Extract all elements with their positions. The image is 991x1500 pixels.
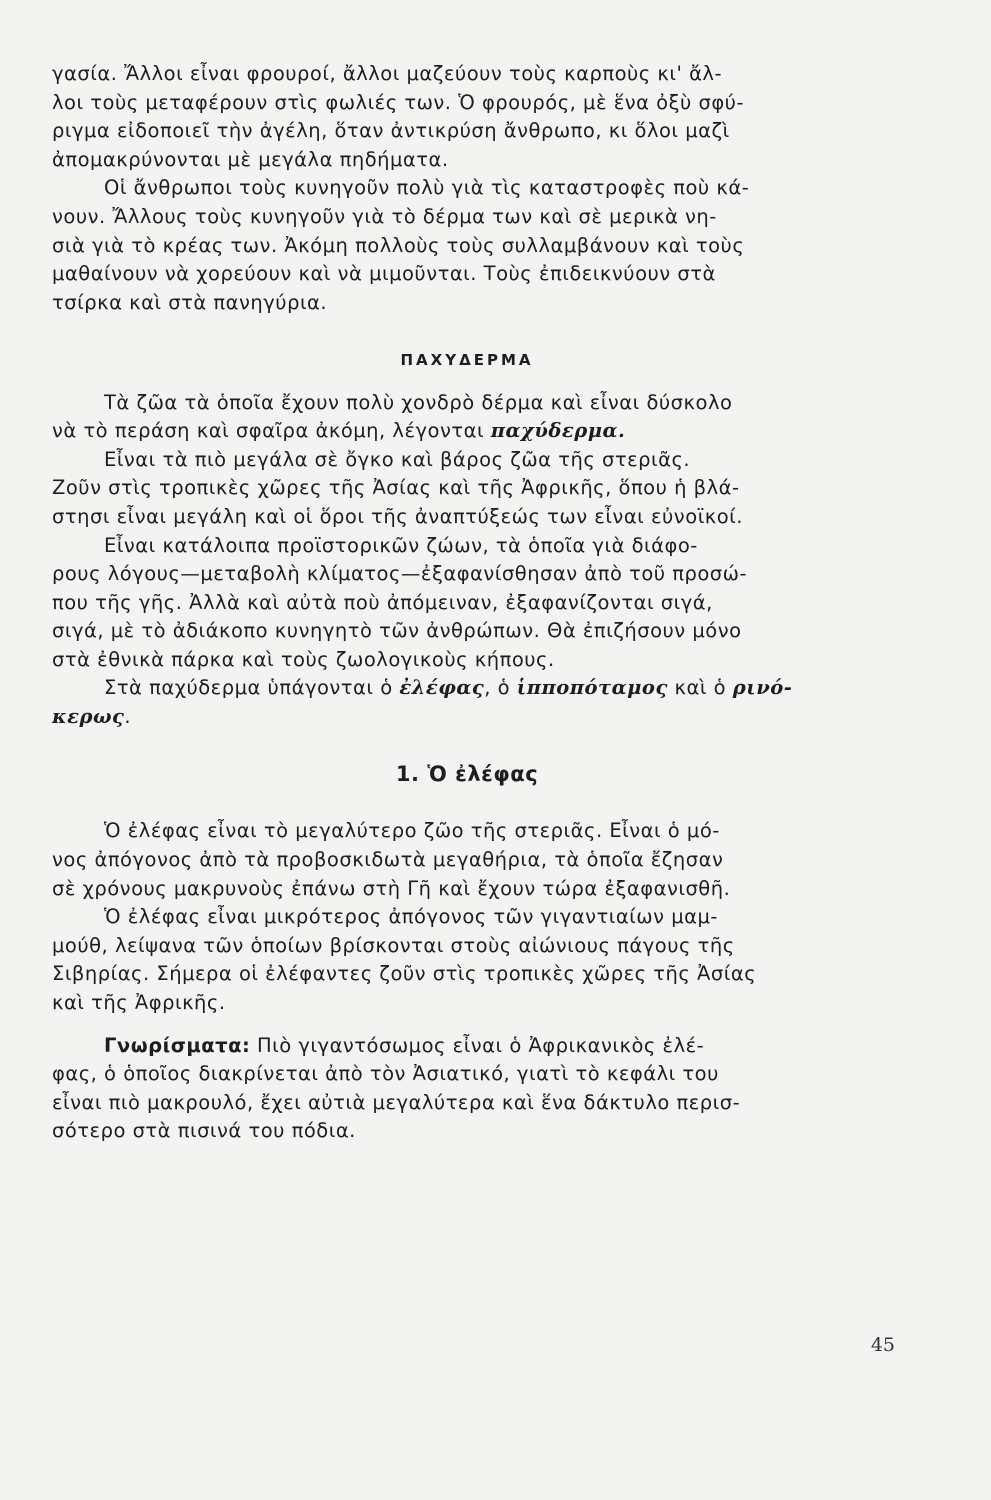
characteristics-label: Γνωρίσματα:	[104, 1033, 251, 1057]
text-line: Σιβηρίας. Σήμερα οἱ ἐλέφαντες ζοῦν στὶς τροπικὲς χῶρες τῆς Ἀσίας	[52, 962, 757, 986]
text-line: εἶναι πιὸ μακρουλό, ἔχει αὐτιὰ μεγαλύτερα καὶ ἕνα δάκτυλο περισ-	[52, 1090, 741, 1114]
text-line: νος ἀπόγονος ἀπὸ τὰ προβοσκιδωτὰ μεγαθήρια, τὰ ὁποῖα ἔζησαν	[52, 848, 724, 872]
text-line: Ὁ ἐλέφας εἶναι μικρότερος ἀπόγονος τῶν γιγαντιαίων μαμ-	[104, 905, 718, 929]
spacer	[52, 375, 882, 389]
text-line: στὰ ἐθνικὰ πάρκα καὶ τοὺς ζωολογικοὺς κήπους.	[52, 647, 555, 671]
text-line: σότερο στὰ πισινά του πόδια.	[52, 1119, 356, 1143]
text-line: Ὁ ἐλέφας εἶναι τὸ μεγαλύτερο ζῶο τῆς στεριᾶς. Εἶναι ὁ μό-	[104, 819, 720, 843]
spacer	[52, 317, 882, 346]
text-line: ριγμα εἰδοποιεῖ τὴν ἀγέλη, ὅταν ἀντικρύση ἄνθρωπο, κι ὅλοι μαζὶ	[52, 119, 730, 143]
text-line: στησι εἶναι μεγάλη καὶ οἱ ὅροι τῆς ἀναπτύξεώς των εἶναι εὐνοϊκοί.	[52, 504, 743, 528]
pachyderm-paragraph	[52, 389, 882, 732]
spacer	[52, 789, 882, 818]
text-line	[52, 703, 882, 732]
text-line: σιὰ γιὰ τὸ κρέας των. Ἀκόμη πολλοὺς τοὺς συλλαμβάνουν καὶ τοὺς	[52, 233, 745, 257]
text-line: Εἶναι τὰ πιὸ μεγάλα σὲ ὄγκο καὶ βάρος ζῶα τῆς στεριᾶς.	[104, 447, 691, 471]
text-line: Οἱ ἄνθρωποι τοὺς κυνηγοῦν πολὺ γιὰ τὶς καταστροφὲς ποὺ κά-	[104, 176, 750, 200]
text-line: λοι τοὺς μεταφέρουν στὶς φωλιές των. Ὁ φρουρός, μὲ ἕνα ὀξὺ σφύ-	[52, 90, 745, 114]
text-line: ἀπομακρύνονται μὲ μεγάλα πηδήματα.	[52, 147, 449, 171]
spacer	[52, 732, 882, 761]
section-heading: ΠΑΧΥΔΕΡΜΑ	[400, 350, 534, 369]
text-line: ρους λόγους—μεταβολὴ κλίματος—ἐξαφανίσθησαν ἀπὸ τοῦ προσώ-	[52, 562, 747, 586]
text-line	[52, 417, 882, 446]
text-line: Εἶναι κατάλοιπα προϊστορικῶν ζώων, τὰ ὁποῖα γιὰ διάφο-	[104, 533, 698, 557]
text-line: σὲ χρόνους μακρυνοὺς ἐπάνω στὴ Γῆ καὶ ἔχουν τώρα ἐξαφανισθῆ.	[52, 876, 731, 900]
text-line: σιγά, μὲ τὸ ἀδιάκοπο κυνηγητὸ τῶν ἀνθρώπων. Θὰ ἐπιζήσουν μόνο	[52, 619, 742, 643]
text-line: τσίρκα καὶ στὰ πανηγύρια.	[52, 290, 328, 314]
text-fragment: Πιὸ γιγαντόσωμος εἶναι ὁ Ἀφρικανικὸς ἐλέ-	[250, 1033, 705, 1057]
text-fragment: Στὰ παχύδερμα ὑπάγονται ὁ	[104, 676, 400, 700]
text-line: μαθαίνουν νὰ χορεύουν καὶ νὰ μιμοῦνται. Τοὺς ἐπιδεικνύουν στὰ	[52, 262, 716, 286]
term-pachyderm: παχύδερμα.	[490, 419, 626, 443]
text-line: μούθ, λείψανα τῶν ὁποίων βρίσκονται στοὺς αἰώνιους πάγους τῆς	[52, 933, 735, 957]
text-line: καὶ τῆς Ἀφρικῆς.	[52, 991, 226, 1014]
elephant-paragraph	[52, 817, 882, 1146]
text-fragment: , ὁ	[484, 676, 517, 700]
term-rhinoceros: ρινό-	[732, 676, 793, 700]
text-fragment: νὰ τὸ περάση καὶ σφαῖρα ἀκόμη, λέγονται	[52, 419, 491, 443]
text-fragment: καὶ ὁ	[667, 676, 733, 700]
text-line	[52, 1032, 882, 1061]
text-fragment: .	[124, 705, 132, 729]
text-line	[52, 674, 882, 703]
intro-paragraph	[52, 60, 882, 317]
text-line: Ζοῦν στὶς τροπικὲς χῶρες τῆς Ἀσίας καὶ τῆς Ἀφρικῆς, ὅπου ἡ βλά-	[52, 476, 740, 500]
spacer	[52, 1018, 882, 1032]
term-hippopotamus: ἱπποπόταμος	[516, 676, 668, 700]
page-number: 45	[870, 1334, 895, 1356]
text-line: που τῆς γῆς. Ἀλλὰ καὶ αὐτὰ ποὺ ἀπόμειναν, ἐξαφανίζονται σιγά,	[52, 590, 713, 614]
term-rhinoceros-cont: κερως	[52, 705, 125, 729]
term-elephant: ἐλέφας	[399, 676, 485, 700]
text-line: νουν. Ἄλλους τοὺς κυνηγοῦν γιὰ τὸ δέρμα των καὶ σὲ μερικὰ νη-	[52, 204, 717, 228]
text-line: φας, ὁ ὁποῖος διακρίνεται ἀπὸ τὸν Ἀσιατικό, γιατὶ τὸ κεφάλι του	[52, 1062, 719, 1086]
page-body	[52, 60, 882, 1146]
text-line: γασία. Ἄλλοι εἶναι φρουροί, ἄλλοι μαζεύουν τοὺς καρποὺς κι' ἄλ-	[52, 62, 723, 85]
text-line: Τὰ ζῶα τὰ ὁποῖα ἔχουν πολὺ χονδρὸ δέρμα καὶ εἶναι δύσκολο	[104, 390, 733, 414]
subsection-heading: 1. Ὁ ἐλέφας	[395, 762, 539, 787]
